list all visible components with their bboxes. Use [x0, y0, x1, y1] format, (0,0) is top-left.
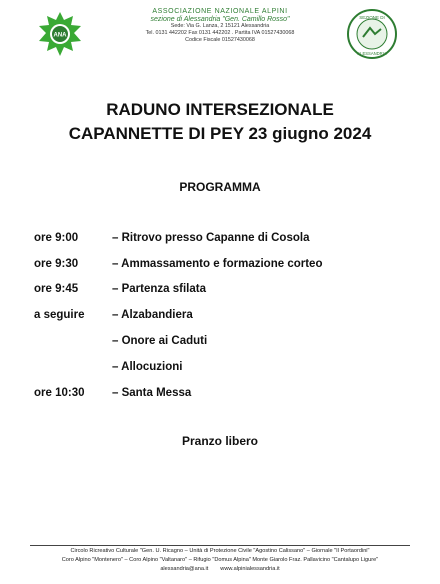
- ana-star-logo: [36, 10, 84, 58]
- section-seal-logo: [346, 8, 398, 60]
- seal-top-text: SEZIONE DI: [359, 15, 385, 20]
- footer-contacts: [0, 566, 440, 572]
- schedule-time: ore 9:30: [34, 258, 79, 270]
- schedule-time: a seguire: [34, 309, 85, 321]
- org-name: ASSOCIAZIONE NAZIONALE ALPINI: [152, 8, 288, 15]
- schedule-activity: – Onore ai Caduti: [112, 335, 208, 347]
- address: Sede: Via G. Lanza, 2 15121 Alessandria: [170, 23, 270, 29]
- programma-heading: PROGRAMMA: [179, 180, 261, 194]
- letterhead: [100, 8, 340, 44]
- fiscal-code: Codice Fiscale 01527430068: [185, 37, 255, 43]
- seal-bottom-text: ALESSANDRIA: [357, 51, 387, 56]
- footer-email[interactable]: alessandria@ana.it: [160, 566, 209, 572]
- section-name: sezione di Alessandria "Gen. Camillo Rosso": [150, 16, 290, 23]
- pranzo-note: Pranzo libero: [181, 434, 258, 448]
- event-subtitle: CAPANNETTE DI PEY 23 giugno 2024: [68, 124, 372, 143]
- footer-line-1: Circolo Ricreativo Culturale "Gen. U. Ricagno – Unità di Protezione Civile "Agostino Calissano" – Giornale "Il Portaordini": [70, 548, 370, 554]
- footer-website[interactable]: www.alpinialessandria.it: [220, 566, 280, 572]
- schedule-time: ore 9:45: [34, 283, 79, 295]
- schedule-activity: – Ammassamento e formazione corteo: [112, 258, 323, 270]
- schedule-time: ore 9:00: [34, 232, 79, 244]
- schedule-activity: – Alzabandiera: [112, 309, 193, 321]
- footer-line-2: Coro Alpino "Montenero" – Coro Alpino "Valtanaro" – Rifugio "Domus Alpina" Monte Giarolo Fraz. Pallavicino "Cantalupo Ligure": [61, 557, 379, 563]
- footer-divider: [30, 545, 410, 546]
- event-title: RADUNO INTERSEZIONALE: [106, 100, 334, 119]
- schedule-activity: – Partenza sfilata: [112, 283, 206, 295]
- schedule-time: ore 10:30: [34, 387, 85, 399]
- schedule-activity: – Allocuzioni: [112, 361, 183, 373]
- schedule-activity: – Santa Messa: [112, 387, 192, 399]
- contacts: Tel. 0131 442202 Fax 0131 442202 . Partita IVA 01527430068: [145, 30, 295, 36]
- logo-left-text: ANA: [53, 32, 67, 39]
- schedule-activity: – Ritrovo presso Capanne di Cosola: [112, 232, 310, 244]
